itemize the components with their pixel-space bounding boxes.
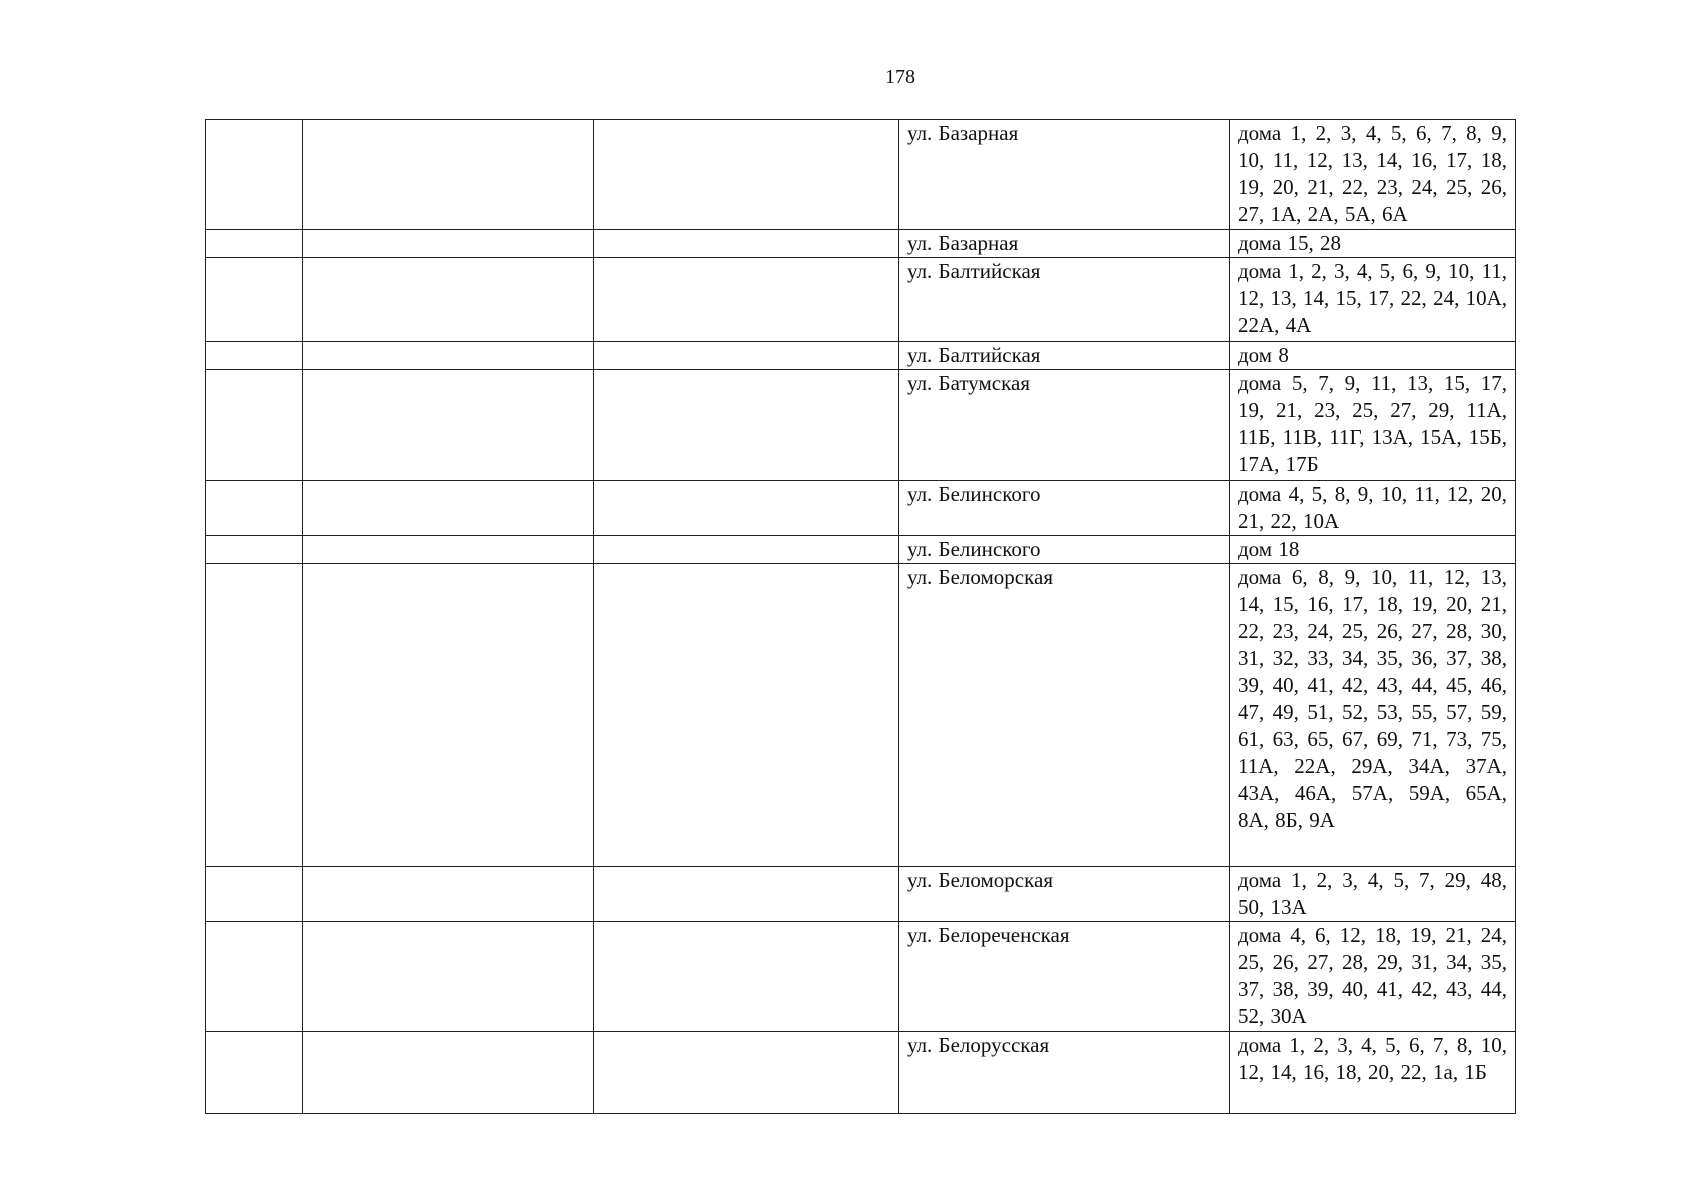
empty-cell	[206, 922, 303, 1032]
street-cell: ул. Балтийская	[899, 342, 1230, 370]
houses-cell: дома 15, 28	[1230, 230, 1516, 258]
empty-cell	[206, 342, 303, 370]
houses-cell: дом 18	[1230, 536, 1516, 564]
houses-cell: дома 4, 5, 8, 9, 10, 11, 12, 20, 21, 22, 10А	[1230, 481, 1516, 536]
empty-cell	[206, 481, 303, 536]
street-cell: ул. Базарная	[899, 120, 1230, 230]
empty-cell	[594, 342, 899, 370]
empty-cell	[206, 120, 303, 230]
street-cell: ул. Белинского	[899, 481, 1230, 536]
empty-cell	[206, 230, 303, 258]
houses-cell: дома 1, 2, 3, 4, 5, 6, 9, 10, 11, 12, 13, 14, 15, 17, 22, 24, 10А, 22А, 4А	[1230, 258, 1516, 342]
empty-cell	[206, 536, 303, 564]
street-cell: ул. Белорусская	[899, 1032, 1230, 1114]
empty-cell	[594, 922, 899, 1032]
empty-cell	[594, 370, 899, 481]
empty-cell	[594, 564, 899, 867]
houses-cell: дома 1, 2, 3, 4, 5, 6, 7, 8, 10, 12, 14, 16, 18, 20, 22, 1а, 1Б	[1230, 1032, 1516, 1114]
empty-cell	[594, 120, 899, 230]
empty-cell	[594, 258, 899, 342]
empty-cell	[594, 481, 899, 536]
empty-cell	[303, 481, 594, 536]
empty-cell	[206, 867, 303, 922]
empty-cell	[594, 536, 899, 564]
table-row	[206, 481, 1516, 536]
empty-cell	[206, 258, 303, 342]
empty-cell	[303, 258, 594, 342]
empty-cell	[303, 867, 594, 922]
table-row	[206, 370, 1516, 481]
table-row	[206, 922, 1516, 1032]
table-row	[206, 258, 1516, 342]
empty-cell	[303, 370, 594, 481]
empty-cell	[594, 230, 899, 258]
houses-cell: дома 5, 7, 9, 11, 13, 15, 17, 19, 21, 23, 25, 27, 29, 11А, 11Б, 11В, 11Г, 13А, 15А, 15Б, 17А, 17Б	[1230, 370, 1516, 481]
empty-cell	[206, 564, 303, 867]
empty-cell	[206, 1032, 303, 1114]
page-number: 178	[885, 66, 915, 88]
table-row	[206, 1032, 1516, 1114]
street-cell: ул. Базарная	[899, 230, 1230, 258]
empty-cell	[303, 564, 594, 867]
table-row	[206, 230, 1516, 258]
houses-cell: дом 8	[1230, 342, 1516, 370]
street-cell: ул. Батумская	[899, 370, 1230, 481]
table-row	[206, 342, 1516, 370]
houses-cell: дома 1, 2, 3, 4, 5, 7, 29, 48, 50, 13А	[1230, 867, 1516, 922]
table-row	[206, 536, 1516, 564]
empty-cell	[303, 342, 594, 370]
empty-cell	[303, 120, 594, 230]
empty-cell	[303, 922, 594, 1032]
empty-cell	[303, 230, 594, 258]
table-row	[206, 120, 1516, 230]
street-cell: ул. Беломорская	[899, 867, 1230, 922]
street-cell: ул. Белинского	[899, 536, 1230, 564]
houses-cell: дома 4, 6, 12, 18, 19, 21, 24, 25, 26, 27, 28, 29, 31, 34, 35, 37, 38, 39, 40, 41, 42, 43, 44, 52, 30А	[1230, 922, 1516, 1032]
empty-cell	[594, 867, 899, 922]
empty-cell	[303, 1032, 594, 1114]
address-table	[205, 119, 1516, 1114]
empty-cell	[206, 370, 303, 481]
table-row	[206, 564, 1516, 867]
empty-cell	[594, 1032, 899, 1114]
street-cell: ул. Белореченская	[899, 922, 1230, 1032]
street-cell: ул. Балтийская	[899, 258, 1230, 342]
houses-cell: дома 6, 8, 9, 10, 11, 12, 13, 14, 15, 16, 17, 18, 19, 20, 21, 22, 23, 24, 25, 26, 27, 28, 30, 31, 32, 33, 34, 35, 36, 37, 38, 39, 40, 41, 42, 43, 44, 45, 46, 47, 49, 51, 52, 53, 55, 57, 59, 61, 63, 65, 67, 69, 71, 73, 75, 11А, 22А, 29А, 34А, 37А, 43А, 46А, 57А, 59А, 65А, 8А, 8Б, 9А	[1230, 564, 1516, 867]
empty-cell	[303, 536, 594, 564]
table-row	[206, 867, 1516, 922]
houses-cell: дома 1, 2, 3, 4, 5, 6, 7, 8, 9, 10, 11, 12, 13, 14, 16, 17, 18, 19, 20, 21, 22, 23, 24, 25, 26, 27, 1А, 2А, 5А, 6А	[1230, 120, 1516, 230]
street-cell: ул. Беломорская	[899, 564, 1230, 867]
